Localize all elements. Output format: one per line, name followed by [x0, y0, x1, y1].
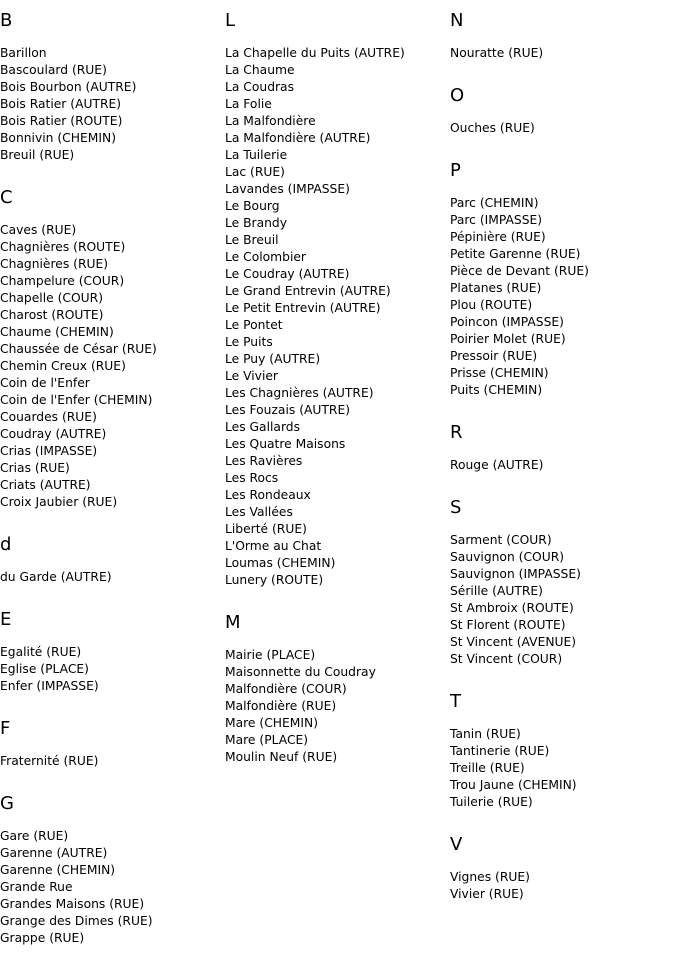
street-item: Chagnières (RUE): [0, 257, 109, 271]
street-item: La Malfondière (AUTRE): [225, 131, 371, 145]
street-item: Mare (PLACE): [225, 733, 309, 747]
letter-section: [450, 691, 672, 811]
street-item: Le Grand Entrevin (AUTRE): [225, 284, 391, 298]
street-item: Grandes Maisons (RUE): [0, 897, 145, 911]
street-item: Caves (RUE): [0, 223, 77, 237]
section-letter-heading: T: [450, 691, 461, 712]
street-item: Gare (RUE): [0, 829, 69, 843]
street-item: Moulin Neuf (RUE): [225, 750, 338, 764]
letter-section: [0, 793, 222, 947]
street-item: Chaume (CHEMIN): [0, 325, 114, 339]
street-item: Barillon: [0, 46, 47, 60]
section-letter-heading: O: [450, 85, 465, 106]
section-letter-heading: P: [450, 160, 461, 181]
street-item: Le Puits: [225, 335, 273, 349]
street-list: [450, 869, 672, 903]
street-item: Grande Rue: [0, 880, 73, 894]
column-2: [225, 10, 447, 789]
street-item: Plou (ROUTE): [450, 298, 533, 312]
street-item: Sérille (AUTRE): [450, 584, 543, 598]
street-item: Le Brandy: [225, 216, 288, 230]
street-item: La Chapelle du Puits (AUTRE): [225, 46, 405, 60]
street-item: St Ambroix (ROUTE): [450, 601, 574, 615]
street-item: La Tuilerie: [225, 148, 288, 162]
street-list: [0, 45, 222, 164]
street-list: [450, 457, 672, 474]
section-letter-heading: N: [450, 10, 464, 31]
letter-section: [225, 10, 447, 589]
section-letter-heading: L: [225, 10, 236, 31]
street-list: [450, 195, 672, 399]
street-item: Couardes (RUE): [0, 410, 97, 424]
street-item: Trou Jaune (CHEMIN): [450, 778, 577, 792]
street-list: [0, 222, 222, 511]
street-item: Prisse (CHEMIN): [450, 366, 549, 380]
street-list: [225, 45, 447, 589]
street-item: Rouge (AUTRE): [450, 458, 544, 472]
street-item: Crias (RUE): [0, 461, 70, 475]
letter-section: [450, 10, 672, 62]
letter-section: [450, 160, 672, 399]
street-item: Ouches (RUE): [450, 121, 535, 135]
street-item: Mare (CHEMIN): [225, 716, 319, 730]
section-letter-heading: V: [450, 834, 463, 855]
street-item: Mairie (PLACE): [225, 648, 316, 662]
letter-section: [450, 422, 672, 474]
street-list: [450, 45, 672, 62]
street-item: du Garde (AUTRE): [0, 570, 112, 584]
section-letter-heading: R: [450, 422, 463, 443]
street-item: Criats (AUTRE): [0, 478, 91, 492]
street-item: Le Vivier: [225, 369, 278, 383]
street-item: Sarment (COUR): [450, 533, 552, 547]
street-item: Platanes (RUE): [450, 281, 542, 295]
letter-section: [0, 10, 222, 164]
section-letter-heading: S: [450, 497, 462, 518]
street-list: [450, 726, 672, 811]
street-item: Les Quatre Maisons: [225, 437, 346, 451]
street-item: Bois Bourbon (AUTRE): [0, 80, 137, 94]
letter-section: [0, 718, 222, 770]
street-item: Le Breuil: [225, 233, 279, 247]
street-item: Chaussée de César (RUE): [0, 342, 157, 356]
street-item: Poincon (IMPASSE): [450, 315, 564, 329]
section-letter-heading: C: [0, 187, 13, 208]
street-item: Les Gallards: [225, 420, 301, 434]
section-letter-heading: B: [0, 10, 13, 31]
street-item: Vivier (RUE): [450, 887, 524, 901]
column-1: [0, 10, 222, 970]
street-item: Breuil (RUE): [0, 148, 75, 162]
street-item: Egalité (RUE): [0, 645, 82, 659]
street-item: Chagnières (ROUTE): [0, 240, 126, 254]
street-item: Eglise (PLACE): [0, 662, 89, 676]
street-item: La Folie: [225, 97, 272, 111]
street-item: Bois Ratier (ROUTE): [0, 114, 123, 128]
street-item: Petite Garenne (RUE): [450, 247, 581, 261]
letter-section: [225, 612, 447, 766]
street-item: Tantinerie (RUE): [450, 744, 550, 758]
street-item: Coudray (AUTRE): [0, 427, 107, 441]
street-list: [0, 753, 222, 770]
street-item: Fraternité (RUE): [0, 754, 99, 768]
letter-section: [450, 497, 672, 668]
street-item: Treille (RUE): [450, 761, 525, 775]
street-item: Malfondière (COUR): [225, 682, 347, 696]
street-item: Lavandes (IMPASSE): [225, 182, 350, 196]
street-item: Le Colombier: [225, 250, 306, 264]
letter-section: [0, 187, 222, 511]
street-item: Bonnivin (CHEMIN): [0, 131, 116, 145]
street-item: Les Vallées: [225, 505, 293, 519]
street-item: Liberté (RUE): [225, 522, 307, 536]
street-item: Nouratte (RUE): [450, 46, 544, 60]
street-list: [0, 644, 222, 695]
street-item: Coin de l'Enfer (CHEMIN): [0, 393, 153, 407]
street-list: [225, 647, 447, 766]
letter-section: [450, 834, 672, 903]
street-item: Garenne (CHEMIN): [0, 863, 116, 877]
street-item: Charost (ROUTE): [0, 308, 104, 322]
street-item: Le Puy (AUTRE): [225, 352, 321, 366]
street-item: St Florent (ROUTE): [450, 618, 566, 632]
street-list: [0, 828, 222, 947]
street-item: Le Pontet: [225, 318, 283, 332]
street-item: Croix Jaubier (RUE): [0, 495, 118, 509]
street-item: La Chaume: [225, 63, 295, 77]
street-item: Pressoir (RUE): [450, 349, 538, 363]
street-list: [0, 569, 222, 586]
street-item: Loumas (CHEMIN): [225, 556, 336, 570]
section-letter-heading: E: [0, 609, 12, 630]
street-item: Poirier Molet (RUE): [450, 332, 566, 346]
street-item: Garenne (AUTRE): [0, 846, 108, 860]
street-item: Lunery (ROUTE): [225, 573, 324, 587]
street-item: St Vincent (COUR): [450, 652, 563, 666]
section-letter-heading: d: [0, 534, 12, 555]
street-item: Puits (CHEMIN): [450, 383, 543, 397]
street-item: Tuilerie (RUE): [450, 795, 533, 809]
street-item: Champelure (COUR): [0, 274, 125, 288]
street-item: Grappe (RUE): [0, 931, 85, 945]
street-item: Le Petit Entrevin (AUTRE): [225, 301, 381, 315]
letter-section: [0, 609, 222, 695]
street-item: Pépinière (RUE): [450, 230, 546, 244]
street-item: Chapelle (COUR): [0, 291, 103, 305]
street-item: Vignes (RUE): [450, 870, 530, 884]
street-item: Les Chagnières (AUTRE): [225, 386, 374, 400]
street-item: Le Coudray (AUTRE): [225, 267, 350, 281]
street-item: Le Bourg: [225, 199, 280, 213]
street-item: Maisonnette du Coudray: [225, 665, 376, 679]
street-item: Pièce de Devant (RUE): [450, 264, 589, 278]
street-item: La Coudras: [225, 80, 295, 94]
street-item: Bascoulard (RUE): [0, 63, 107, 77]
street-item: Parc (CHEMIN): [450, 196, 539, 210]
column-3: [450, 10, 672, 926]
street-item: Parc (IMPASSE): [450, 213, 543, 227]
street-item: Chemin Creux (RUE): [0, 359, 126, 373]
street-item: St Vincent (AVENUE): [450, 635, 577, 649]
street-item: Malfondière (RUE): [225, 699, 337, 713]
street-item: Les Rocs: [225, 471, 279, 485]
street-item: Crias (IMPASSE): [0, 444, 98, 458]
section-letter-heading: M: [225, 612, 241, 633]
street-item: Lac (RUE): [225, 165, 285, 179]
letter-section: [450, 85, 672, 137]
street-item: Bois Ratier (AUTRE): [0, 97, 122, 111]
street-item: L'Orme au Chat: [225, 539, 322, 553]
street-list: [450, 532, 672, 668]
letter-section: [0, 534, 222, 586]
street-item: Sauvignon (IMPASSE): [450, 567, 581, 581]
street-item: Les Rondeaux: [225, 488, 311, 502]
street-item: Les Ravières: [225, 454, 303, 468]
street-item: Sauvignon (COUR): [450, 550, 565, 564]
street-item: Coin de l'Enfer: [0, 376, 90, 390]
street-item: La Malfondière: [225, 114, 316, 128]
section-letter-heading: G: [0, 793, 14, 814]
street-list: [450, 120, 672, 137]
section-letter-heading: F: [0, 718, 11, 739]
street-item: Grange des Dimes (RUE): [0, 914, 153, 928]
street-item: Enfer (IMPASSE): [0, 679, 99, 693]
street-item: Les Fouzais (AUTRE): [225, 403, 351, 417]
street-item: Tanin (RUE): [450, 727, 521, 741]
